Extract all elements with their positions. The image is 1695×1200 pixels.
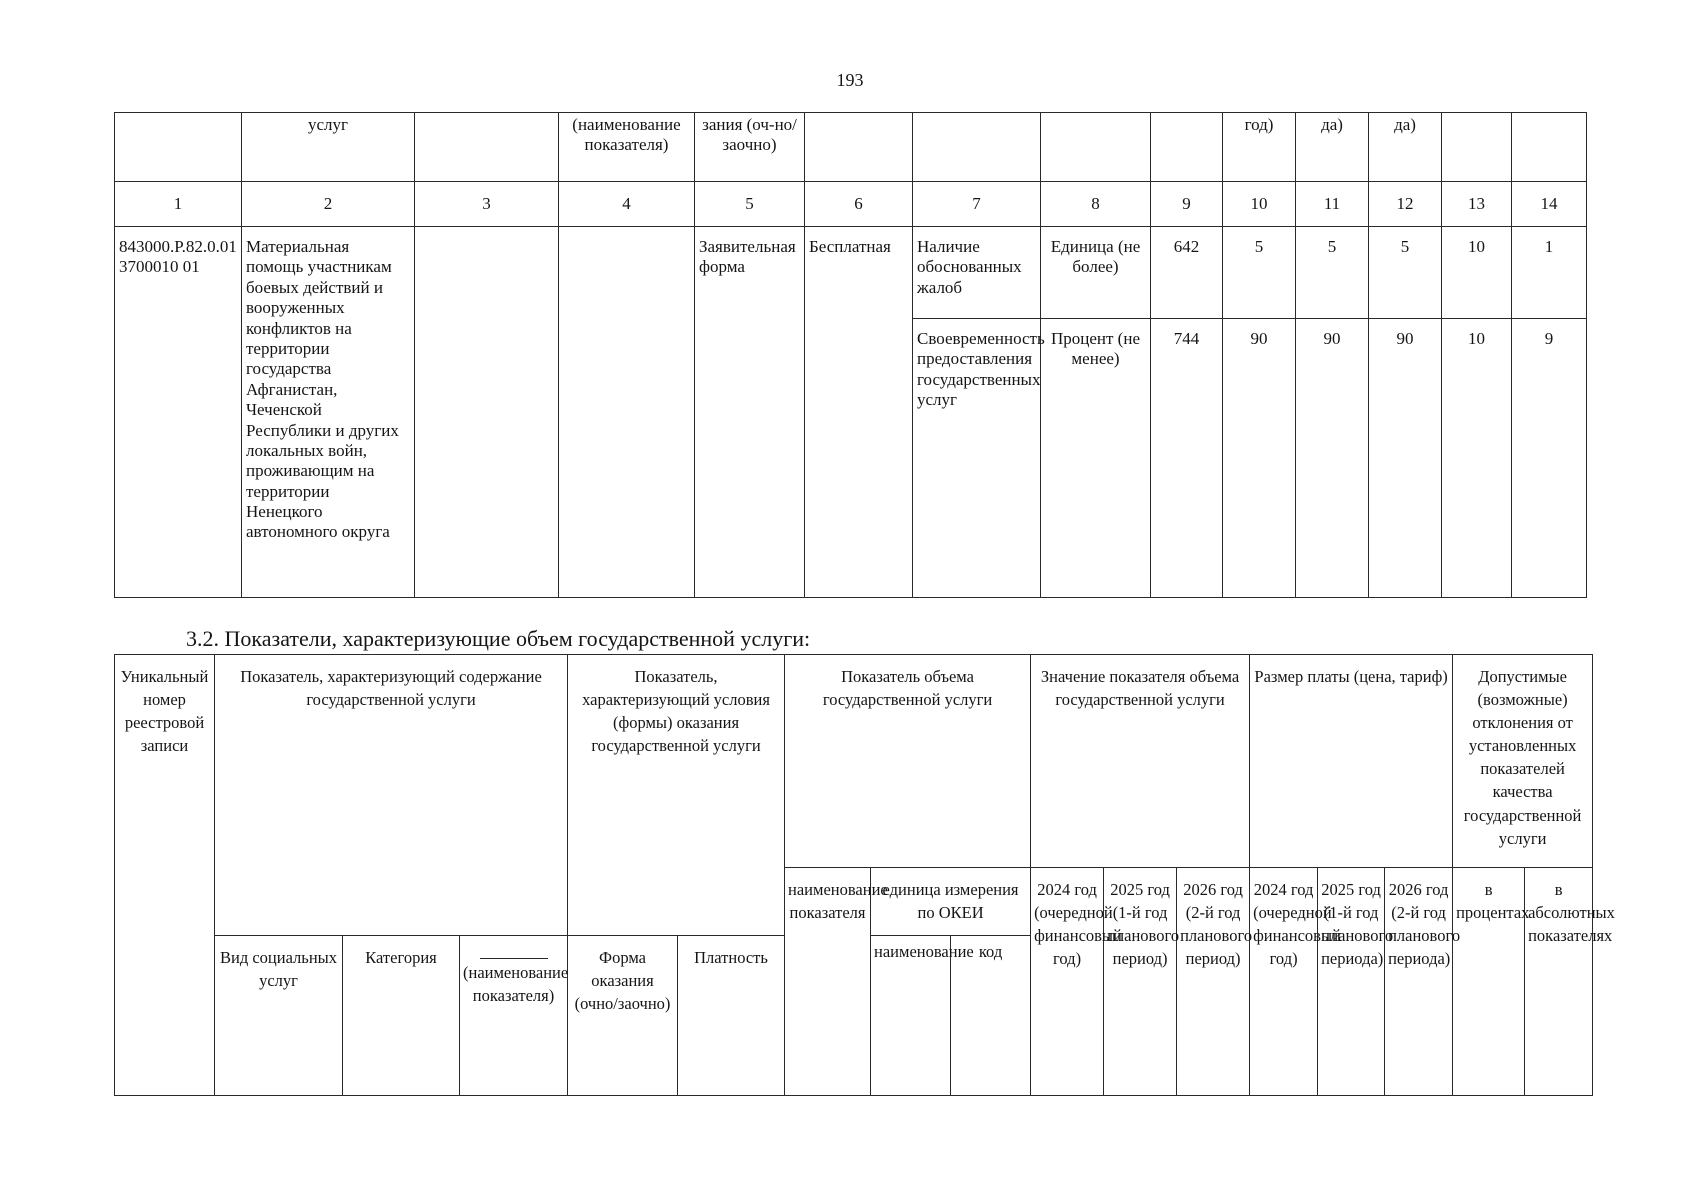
form-cell: Заявительная форма	[695, 227, 805, 598]
header-cell	[1041, 113, 1151, 182]
service-description-cell: Материальная помощь участникам боевых действий и вооруженных конфликтов на территории государства Афганистан, Чеченской Республики и других локальных войн, проживающим на территории Ненецкого автономного округа	[242, 227, 415, 598]
empty-cell	[415, 227, 559, 598]
column-number: 3	[415, 182, 559, 227]
header-allowed-deviation: Допустимые (возможные) отклонения от установленных показателей качества государственной услуги	[1453, 655, 1593, 868]
column-number: 9	[1151, 182, 1223, 227]
volume-indicators-table	[114, 654, 1615, 1096]
header-service-content: Показатель, характеризующий содержание государственной услуги	[215, 655, 568, 936]
blank-underline	[480, 958, 548, 959]
sub-payment: Платность	[678, 936, 785, 1096]
header-cell: (наименование показателя)	[559, 113, 695, 182]
value-2026-cell: 90	[1369, 319, 1442, 598]
deviation-percent-cell: 10	[1442, 319, 1512, 598]
value-2025-cell: 5	[1296, 227, 1369, 319]
column-number: 13	[1442, 182, 1512, 227]
sub-deviation-absolute: в абсолютных показателях	[1525, 868, 1593, 1096]
page-number: 193	[836, 70, 864, 90]
column-number: 12	[1369, 182, 1442, 227]
column-number: 5	[695, 182, 805, 227]
sub-category: Категория	[343, 936, 460, 1096]
value-2024-cell: 5	[1223, 227, 1296, 319]
value-2024-cell: 90	[1223, 319, 1296, 598]
column-number-row	[115, 182, 1587, 227]
sub-indicator-placeholder	[460, 936, 568, 1096]
header-registry-number: Уникальный номер реестровой записи	[115, 655, 215, 1096]
sub-indicator-name: наименование показателя	[785, 868, 871, 1096]
payment-cell: Бесплатная	[805, 227, 913, 598]
header-fee: Размер платы (цена, тариф)	[1250, 655, 1453, 868]
placeholder-label: (наименование показателя)	[463, 963, 569, 1006]
header-cell	[1442, 113, 1512, 182]
header-volume-indicator: Показатель объема государственной услуги	[785, 655, 1031, 868]
header-cell: услуг	[242, 113, 415, 182]
column-number: 2	[242, 182, 415, 227]
header-cell	[1512, 113, 1587, 182]
okei-code-cell: 744	[1151, 319, 1223, 598]
sub-deviation-percent: в процентах	[1453, 868, 1525, 1096]
header-cell	[115, 113, 242, 182]
quality-indicators-table-continued	[114, 112, 1587, 598]
header-cell: год)	[1223, 113, 1296, 182]
header-service-conditions: Показатель, характеризующий условия (формы) оказания государственной услуги	[568, 655, 785, 936]
header-cell	[1151, 113, 1223, 182]
unit-cell: Процент (не менее)	[1041, 319, 1151, 598]
table-row	[115, 227, 1587, 319]
header-volume-value: Значение показателя объема государственной услуги	[1031, 655, 1250, 868]
sub-unit-name: наименование	[871, 936, 951, 1096]
sub-value-2025: 2025 год (1-й год планового период)	[1104, 868, 1177, 1096]
deviation-absolute-cell: 9	[1512, 319, 1587, 598]
sub-unit-okei: единица измерения по ОКЕИ	[871, 868, 1031, 936]
column-number: 4	[559, 182, 695, 227]
sub-form: Форма оказания (очно/заочно)	[568, 936, 678, 1096]
column-number: 11	[1296, 182, 1369, 227]
header-cell	[415, 113, 559, 182]
column-number: 7	[913, 182, 1041, 227]
sub-fee-2024: 2024 год (очередной финансовый год)	[1250, 868, 1318, 1096]
header-cell: да)	[1369, 113, 1442, 182]
indicator-name-cell: Своевременность предоставления государственных услуг	[913, 319, 1041, 598]
column-number: 1	[115, 182, 242, 227]
sub-fee-2025: 2025 год (1-й год планового периода)	[1318, 868, 1385, 1096]
header-row	[115, 655, 1593, 868]
okei-code-cell: 642	[1151, 227, 1223, 319]
indicator-name-cell: Наличие обоснованных жалоб	[913, 227, 1041, 319]
empty-cell	[559, 227, 695, 598]
deviation-absolute-cell: 1	[1512, 227, 1587, 319]
column-number: 8	[1041, 182, 1151, 227]
unit-cell: Единица (не более)	[1041, 227, 1151, 319]
header-cell	[913, 113, 1041, 182]
column-number: 14	[1512, 182, 1587, 227]
carried-header-row	[115, 113, 1587, 182]
header-cell: зания (оч-но/заочно)	[695, 113, 805, 182]
sub-unit-code: код	[951, 936, 1031, 1096]
sub-value-2026: 2026 год (2-й год планового период)	[1177, 868, 1250, 1096]
sub-social-service-type: Вид социальных услуг	[215, 936, 343, 1096]
sub-value-2024: 2024 год (очередной финансовый год)	[1031, 868, 1104, 1096]
section-heading: 3.2. Показатели, характеризующие объем государственной услуги:	[186, 626, 811, 651]
value-2026-cell: 5	[1369, 227, 1442, 319]
header-cell: да)	[1296, 113, 1369, 182]
sub-fee-2026: 2026 год (2-й год планового периода)	[1385, 868, 1453, 1096]
header-cell	[805, 113, 913, 182]
registry-number-cell: 843000.Р.82.0.013700010 01	[115, 227, 242, 598]
column-number: 10	[1223, 182, 1296, 227]
column-number: 6	[805, 182, 913, 227]
deviation-percent-cell: 10	[1442, 227, 1512, 319]
value-2025-cell: 90	[1296, 319, 1369, 598]
